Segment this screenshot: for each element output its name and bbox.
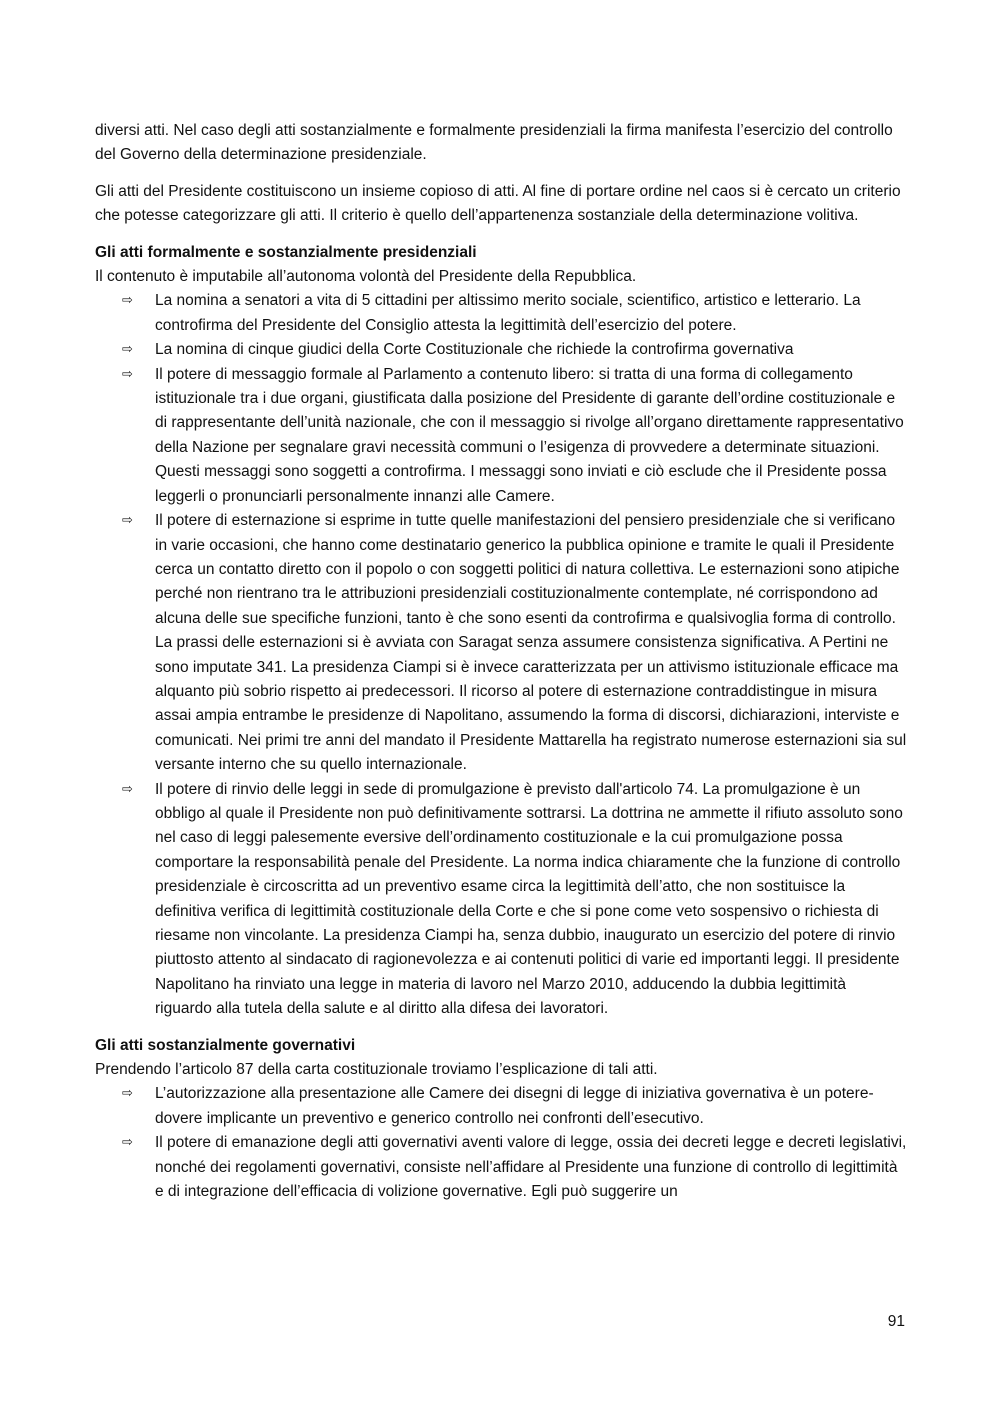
list-item	[122, 509, 907, 777]
arrow-bullet-icon: ⇨	[122, 342, 133, 358]
list-item-text: Il potere di messaggio formale al Parlamento a contenuto libero: si tratta di una forma di collegamento istituzionale tra i due organi, giustificata dalla posizione del Presidente di garante dell’ordine costituzionale e di rappresentante dell’unità nazionale, che con il messaggio si rivolge all’organo direttamente rappresentativo della Nazione per segnalare gravi necessità communi o l’esigenza di provvedere a determinate situazioni. Questi messaggi sono soggetti a controfirma. I messaggi sono inviati e ciò esclude che il Presidente possa leggerli o pronunciarli personalmente innanzi alle Camere.	[155, 365, 904, 505]
list-item	[122, 1131, 907, 1204]
section-intro-presidential: Il contenuto è imputabile all’autonoma volontà del Presidente della Repubblica.	[95, 268, 637, 286]
page-number: 91	[887, 1313, 905, 1330]
document-body	[95, 119, 907, 1216]
section-presidential-acts	[95, 241, 907, 1022]
arrow-bullet-icon: ⇨	[122, 781, 133, 797]
section-intro-governmental: Prendendo l’articolo 87 della carta costituzionale troviamo l’esplicazione di tali atti.	[95, 1061, 658, 1079]
list-item-text: La nomina a senatori a vita di 5 cittadini per altissimo merito sociale, scientifico, artistico e letterario. La controfirma del Presidente del Consiglio attesta la legittimità dell’esercizio del potere.	[155, 292, 861, 334]
list-item-text: Il potere di esternazione si esprime in tutte quelle manifestazioni del pensiero presidenziale che si verificano in varie occasioni, che hanno come destinatario generico la pubblica opinione e tramite le quali il Presidente cerca un contatto diretto con il popolo o con soggetti politici di natura collettiva. Le esternazioni sono atipiche perché non rientrano tra le attribuzioni presidenziali costituzionalmente contemplate, né corrispondono ad alcuna delle sue specifiche funzioni, tanto è che sono esenti da controfirma e qualsivoglia forma di controllo. La prassi delle esternazioni si è avviata con Saragat senza assumere consistenza significativa. A Pertini ne sono imputate 341. La presidenza Ciampi si è invece caratterizzata per un attivismo istituzionale efficace ma alquanto più sobrio rispetto ai predecessori. Il ricorso al potere di esternazione contraddistingue in misura assai ampia entrambe le presidenze di Napolitano, assumendo la forma di discorsi, dichiarazioni, interviste e comunicati. Nei primi tre anni del mandato il Presidente Mattarella ha registrato numerose esternazioni sia sul versante interno che su quello internazionale.	[155, 512, 907, 774]
section-heading-governmental: Gli atti sostanzialmente governativi	[95, 1036, 356, 1054]
list-item	[122, 338, 907, 362]
list-item-text: Il potere di rinvio delle leggi in sede di promulgazione è previsto dall'articolo 74. La promulgazione è un obbligo al quale il Presidente non può definitivamente sottrarsi. La dottrina ne ammette il rifiuto assoluto sono nel caso di leggi palesemente eversive dell’ordinamento costituzionale e la cui promulgazione possa comportare la responsabilità penale del Presidente. La norma indica chiaramente che la funzione di controllo presidenziale è circoscritta ad un preventivo esame circa la legittimità dell’atto, che non sostituisce la definitiva verifica di legittimità costituzionale della Corte e che si pone come veto sospensivo o richiesta di riesame non vincolante. La presidenza Ciampi ha, senza dubbio, inaugurato un esercizio del potere di rinvio piuttosto attento al sindacato di ragionevolezza e ai contenuti politici di varie ed importanti leggi. Il presidente Napolitano ha rinviato una legge in materia di lavoro nel Marzo 2010, adducendo la dubbia legittimità riguardo alla tutela della salute e al diritto alla difesa dei lavoratori.	[155, 780, 903, 1018]
arrow-bullet-icon: ⇨	[122, 1086, 133, 1102]
paragraph-intro: Gli atti del Presidente costituiscono un insieme copioso di atti. Al fine di portare ordine nel caos si è cercato un criterio che potesse categorizzare gli atti. Il criterio è quello dell’appartenenza sostanziale della determinazione volitiva.	[95, 182, 901, 225]
list-item	[122, 778, 907, 1022]
list-item-text: L’autorizzazione alla presentazione alle Camere dei disegni di legge di iniziativa governativa è un potere-dovere implicante un preventivo e generico controllo nei confronti dell’esecutivo.	[155, 1085, 874, 1127]
arrow-bullet-icon: ⇨	[122, 293, 133, 309]
arrow-bullet-icon: ⇨	[122, 1135, 133, 1151]
list-item-text: Il potere di emanazione degli atti governativi aventi valore di legge, ossia dei decreti legge e decreti legislativi, nonché dei regolamenti governativi, consiste nell’affidare al Presidente una funzione di controllo di legittimità e di integrazione dell’efficacia di volizione governative. Egli può suggerire un	[155, 1134, 907, 1201]
list-item-text: La nomina di cinque giudici della Corte Costituzionale che richiede la controfirma governativa	[155, 341, 794, 359]
section-heading-presidential: Gli atti formalmente e sostanzialmente presidenziali	[95, 243, 477, 261]
section-governmental-acts	[95, 1034, 907, 1205]
list-item	[122, 1082, 907, 1131]
paragraph-continuation: diversi atti. Nel caso degli atti sostanzialmente e formalmente presidenziali la firma manifesta l’esercizio del controllo del Governo della determinazione presidenziale.	[95, 122, 893, 164]
bullet-list-governmental	[95, 1082, 907, 1204]
list-item	[122, 363, 907, 509]
arrow-bullet-icon: ⇨	[122, 366, 133, 382]
list-item	[122, 289, 907, 338]
arrow-bullet-icon: ⇨	[122, 513, 133, 529]
bullet-list-presidential	[95, 289, 907, 1021]
